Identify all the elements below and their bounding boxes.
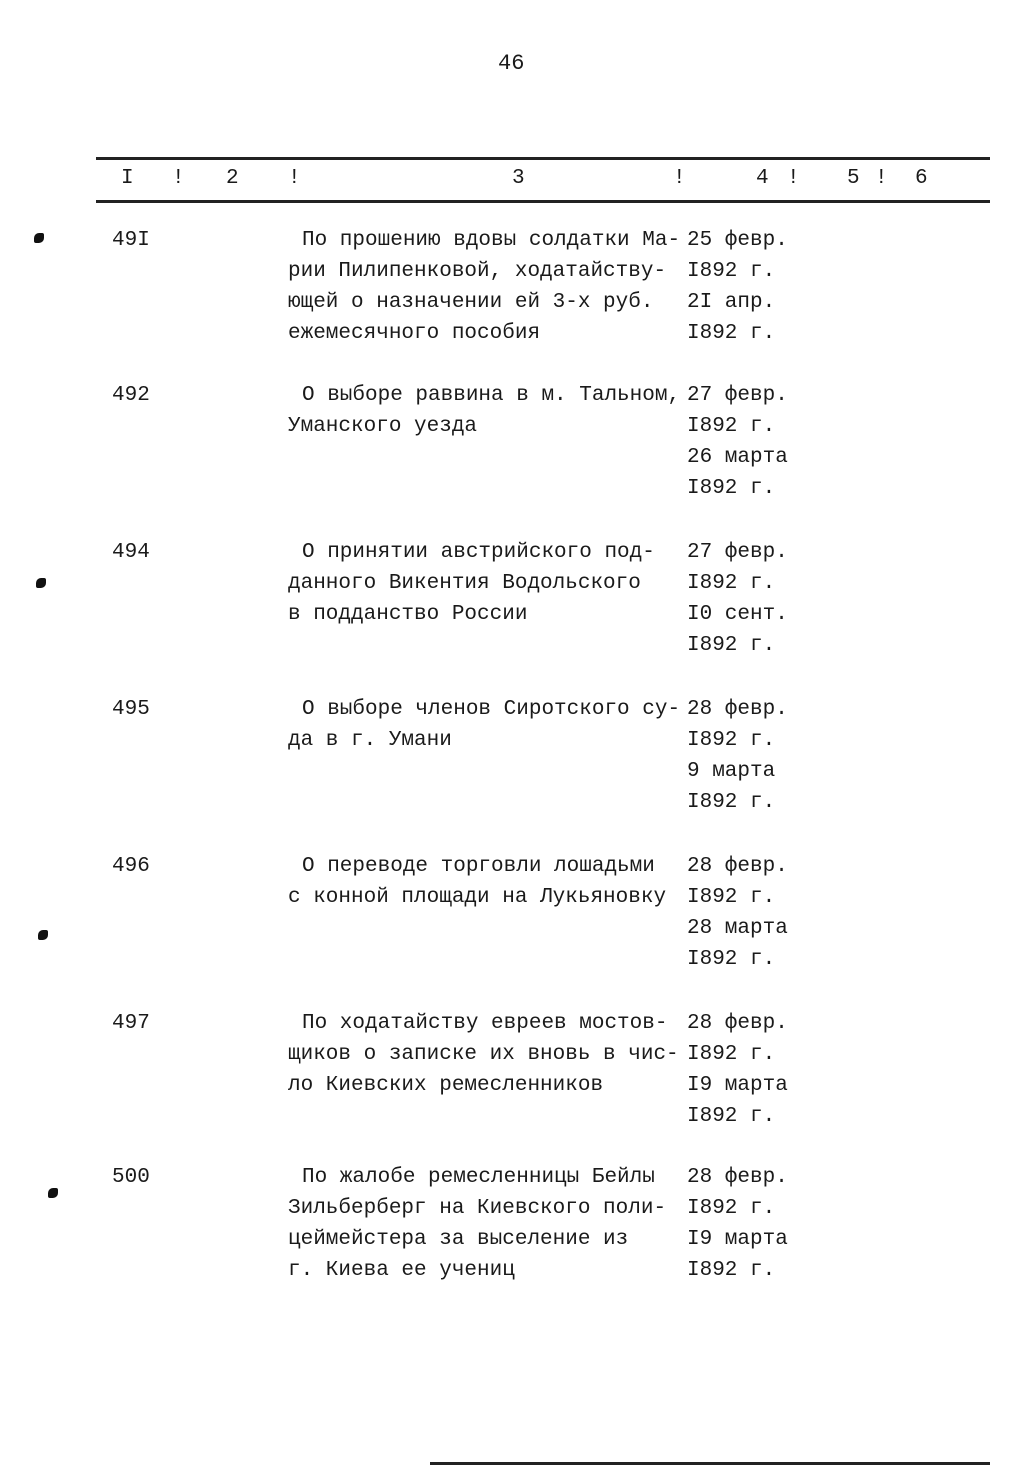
column-separator: ! [875,167,888,190]
column-header-5: 5 [847,167,860,190]
date-line: 27 февр. [687,541,788,564]
column-header-6: 6 [915,167,928,190]
column-separator: ! [673,167,686,190]
entry-dates [687,1162,788,1286]
entry-dates [687,380,788,504]
entry-description [288,1008,679,1101]
description-line: О переводе торговли лошадьми [302,855,655,878]
column-header-2: 2 [226,167,239,190]
date-line: 28 марта [687,917,788,940]
hole-punch-mark [36,578,46,588]
entry-number: 496 [112,855,150,878]
entry-number: 492 [112,384,150,407]
date-line: I892 г. [687,1259,776,1282]
date-line: I892 г. [687,729,776,752]
date-line: I892 г. [687,322,776,345]
description-line: Уманского уезда [288,415,478,438]
hole-punch-mark [48,1188,58,1198]
entry-description [288,694,680,756]
column-separator: ! [787,167,800,190]
description-line: с конной площади на Лукьяновку [288,886,667,909]
date-line: I0 сент. [687,603,788,626]
entry-description [288,225,680,349]
entry-description [288,851,666,913]
hole-punch-mark [34,233,44,243]
date-line: I9 марта [687,1228,788,1251]
description-line: цеймейстера за выселение из [288,1228,629,1251]
date-line: 26 марта [687,446,788,469]
date-line: I892 г. [687,477,776,500]
description-line: По прошению вдовы солдатки Ма- [302,229,681,252]
entry-dates [687,1008,788,1132]
entry-dates [687,537,788,661]
column-header-4: 4 [756,167,769,190]
date-line: 9 марта [687,760,776,783]
entry-description [288,1162,666,1286]
description-line: рии Пилипенковой, ходатайству- [288,260,667,283]
description-line: ющей о назначении ей 3-х руб. [288,291,654,314]
description-line: да в г. Умани [288,729,452,752]
header-bottom-rule [96,200,990,203]
date-line: 28 февр. [687,1012,788,1035]
entry-description [288,537,655,630]
date-line: I9 марта [687,1074,788,1097]
description-line: Зильберберг на Киевского поли- [288,1197,667,1220]
entry-number: 500 [112,1166,150,1189]
entry-dates [687,694,788,818]
description-line: О выборе раввина в м. Тальном, [302,384,681,407]
date-line: 27 февр. [687,384,788,407]
entry-dates [687,851,788,975]
date-line: I892 г. [687,1197,776,1220]
date-line: I892 г. [687,1105,776,1128]
hole-punch-mark [38,930,48,940]
description-line: О выборе членов Сиротского су- [302,698,681,721]
description-line: щиков о записке их вновь в чис- [288,1043,679,1066]
column-header-1: I [121,167,134,190]
description-line: ежемесячного пособия [288,322,541,345]
description-line: По жалобе ремесленницы Бейлы [302,1166,655,1189]
date-line: I892 г. [687,634,776,657]
description-line: ло Киевских ремесленников [288,1074,604,1097]
date-line: 28 февр. [687,1166,788,1189]
entry-dates [687,225,788,349]
description-line: О принятии австрийского под- [302,541,655,564]
date-line: I892 г. [687,886,776,909]
description-line: г. Киева ее учениц [288,1259,515,1282]
date-line: 28 февр. [687,855,788,878]
date-line: I892 г. [687,1043,776,1066]
entry-number: 497 [112,1012,150,1035]
column-separator: ! [288,167,301,190]
page-number: 46 [498,51,525,76]
date-line: I892 г. [687,948,776,971]
date-line: I892 г. [687,415,776,438]
column-header-3: 3 [512,167,525,190]
description-line: данного Викентия Водольского [288,572,641,595]
column-separator: ! [172,167,185,190]
entry-number: 49I [112,229,150,252]
description-line: в подданство России [288,603,528,626]
date-line: I892 г. [687,572,776,595]
entry-description [288,380,680,442]
date-line: 28 февр. [687,698,788,721]
bottom-rule [430,1462,990,1465]
description-line: По ходатайству евреев мостов- [302,1012,668,1035]
date-line: I892 г. [687,791,776,814]
entry-number: 494 [112,541,150,564]
header-top-rule [96,157,990,160]
date-line: 25 февр. [687,229,788,252]
date-line: 2I апр. [687,291,776,314]
date-line: I892 г. [687,260,776,283]
entry-number: 495 [112,698,150,721]
